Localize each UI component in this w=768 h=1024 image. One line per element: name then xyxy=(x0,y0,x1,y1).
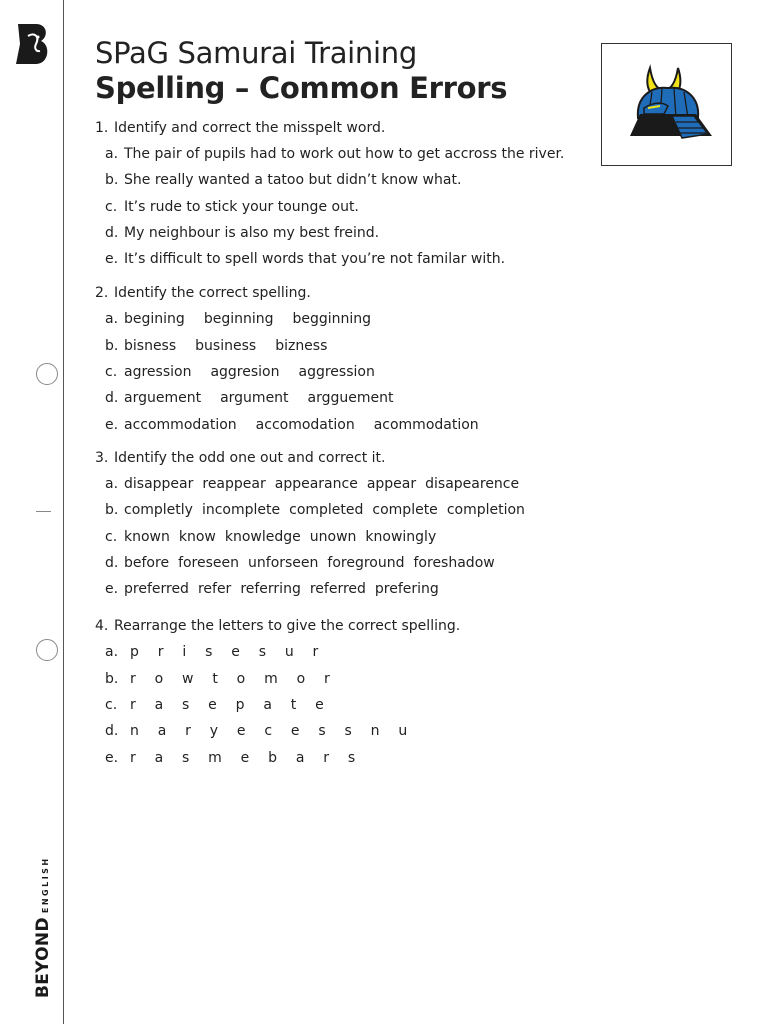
word-option: beginning xyxy=(203,311,274,327)
list-item: c. agression aggresion aggression xyxy=(105,364,375,380)
word-option: begining xyxy=(124,311,185,327)
word-option: disapearence xyxy=(425,476,520,492)
word-option: agression xyxy=(124,364,192,380)
word-option: begginning xyxy=(292,311,372,327)
list-item: a. begining beginning begginning xyxy=(105,311,372,327)
word-option: acommodation xyxy=(373,417,479,433)
list-item: c. It’s rude to stick your tounge out. xyxy=(105,199,359,215)
brand-main: BEYOND xyxy=(33,917,53,998)
word-option: bisness xyxy=(124,338,177,354)
question-3-prompt: 3. Identify the odd one out and correct it. xyxy=(95,450,386,466)
scrambled-letters: r o w t o m o r xyxy=(130,671,337,687)
punch-hole xyxy=(36,363,58,385)
brand-sub: ENGLISH xyxy=(41,856,50,914)
scrambled-letters: r a s e p a t e xyxy=(130,697,331,713)
list-item: d. arguement argument argguement xyxy=(105,390,394,406)
word-option: disappear xyxy=(124,476,194,492)
word-option: knowledge xyxy=(224,529,301,545)
word-option: referring xyxy=(240,581,301,597)
margin-rule xyxy=(63,0,64,1024)
list-item: e. r a s m e b a r s xyxy=(105,750,363,766)
word-option: before xyxy=(124,555,170,571)
word-option: accomodation xyxy=(255,417,355,433)
list-item: a. The pair of pupils had to work out how to get accross the river. xyxy=(105,146,565,162)
fold-mark xyxy=(36,511,51,512)
list-item: a. p r i s e s u r xyxy=(105,644,326,660)
word-option: completion xyxy=(446,502,525,518)
list-item: b. bisness business bizness xyxy=(105,338,328,354)
list-item: b. completly incomplete completed complete completion xyxy=(105,502,525,518)
punch-hole xyxy=(36,639,58,661)
word-option: aggresion xyxy=(210,364,280,380)
scrambled-letters: r a s m e b a r s xyxy=(130,750,363,766)
word-option: reappear xyxy=(202,476,266,492)
word-option: know xyxy=(178,529,216,545)
word-option: foreseen xyxy=(178,555,240,571)
beyond-b-logo-icon xyxy=(14,22,52,66)
word-option: completly xyxy=(124,502,193,518)
picture-frame xyxy=(601,43,732,166)
list-item: a. disappear reappear appearance appear disapearence xyxy=(105,476,520,492)
word-option: prefering xyxy=(374,581,439,597)
word-option: incomplete xyxy=(201,502,281,518)
word-option: completed xyxy=(289,502,364,518)
word-option: appear xyxy=(366,476,417,492)
question-1-prompt: 1. Identify and correct the misspelt word. xyxy=(95,120,386,136)
list-item: c. r a s e p a t e xyxy=(105,697,331,713)
list-item: e. preferred refer referring referred prefering xyxy=(105,581,439,597)
list-item: b. She really wanted a tatoo but didn’t know what. xyxy=(105,172,462,188)
word-option: accommodation xyxy=(124,417,237,433)
question-4-prompt: 4. Rearrange the letters to give the correct spelling. xyxy=(95,618,461,634)
word-option: complete xyxy=(372,502,438,518)
word-option: bizness xyxy=(275,338,328,354)
word-option: argguement xyxy=(307,390,394,406)
word-option: arguement xyxy=(124,390,202,406)
list-item: e. accommodation accomodation acommodation xyxy=(105,417,479,433)
word-option: argument xyxy=(220,390,289,406)
list-item: c. known know knowledge unown knowingly xyxy=(105,529,437,545)
list-item: d. n a r y e c e s s n u xyxy=(105,723,415,739)
word-option: aggression xyxy=(298,364,375,380)
list-item: b. r o w t o m o r xyxy=(105,671,337,687)
question-2-prompt: 2. Identify the correct spelling. xyxy=(95,285,311,301)
word-option: known xyxy=(124,529,170,545)
scrambled-letters: n a r y e c e s s n u xyxy=(130,723,415,739)
word-option: appearance xyxy=(274,476,358,492)
page-subtitle: Spelling – Common Errors xyxy=(95,71,508,105)
word-option: business xyxy=(195,338,257,354)
word-option: refer xyxy=(197,581,232,597)
word-option: preferred xyxy=(124,581,189,597)
samurai-helmet-icon xyxy=(618,62,718,144)
word-option: knowingly xyxy=(365,529,437,545)
list-item: e. It’s difficult to spell words that you’re not familar with. xyxy=(105,251,506,267)
word-option: referred xyxy=(309,581,366,597)
word-option: unforseen xyxy=(248,555,319,571)
list-item: d. My neighbour is also my best freind. xyxy=(105,225,380,241)
word-option: unown xyxy=(309,529,357,545)
list-item: d. before foreseen unforseen foreground foreshadow xyxy=(105,555,495,571)
word-option: foreground xyxy=(327,555,405,571)
scrambled-letters: p r i s e s u r xyxy=(130,644,326,660)
word-option: foreshadow xyxy=(413,555,495,571)
brand-wordmark xyxy=(33,856,53,998)
page-title: SPaG Samurai Training xyxy=(95,36,417,70)
